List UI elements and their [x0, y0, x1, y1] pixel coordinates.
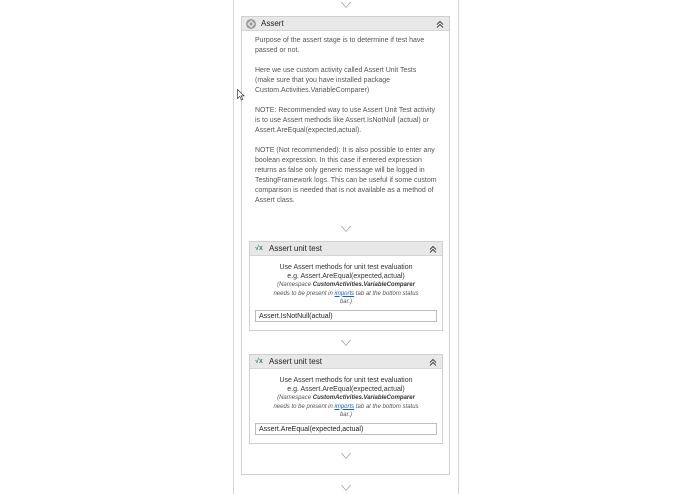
assert-unit-test-card-2[interactable] [249, 354, 443, 444]
ns-end: bar.) [339, 299, 353, 305]
flow-arrow [341, 453, 351, 459]
ns-end: bar.) [339, 412, 353, 418]
flow-arrow-bottom [341, 485, 351, 491]
ns-prefix: (Namespace [277, 282, 313, 288]
unit-test-icon: √x [255, 245, 263, 252]
expression-input-2[interactable]: Assert.AreEqual(expected,actual) [255, 423, 437, 435]
unit-test-line1: Use Assert methods for unit test evaluation [279, 377, 413, 384]
unit-test-title-1: Assert unit test [269, 244, 322, 253]
assert-paragraph-1: Purpose of the assert stage is to determine if test have passed or not. [255, 37, 425, 54]
assert-title: Assert [261, 19, 284, 28]
assert-header[interactable] [242, 17, 449, 31]
expression-input-1[interactable]: Assert.IsNotNull(actual) [255, 310, 437, 322]
imports-link[interactable]: imports [334, 403, 355, 410]
unit-test-line2: e.g. Assert.AreEqual(expected,actual) [287, 273, 405, 280]
ns-name: CustomActivities.VariableComparer [312, 282, 415, 288]
unit-test-icon: √x [255, 358, 263, 365]
flow-arrow [341, 226, 351, 232]
collapse-assert-button[interactable] [435, 19, 445, 29]
unit-test-description-2 [250, 376, 442, 420]
collapse-unit-test-1-button[interactable] [428, 244, 438, 254]
ns-suffix: tab at the bottom status [354, 403, 419, 410]
double-chevron-up-icon [436, 20, 444, 28]
assert-paragraph-2: Here we use custom activity called Assert Unit Tests (make sure that you have installed package Custom.Activities.VariableComparer) [255, 67, 417, 94]
unit-test-header-2[interactable] [250, 355, 442, 369]
unit-test-header-1[interactable] [250, 242, 442, 256]
unit-test-line2: e.g. Assert.AreEqual(expected,actual) [287, 386, 405, 393]
ns-suffix: tab at the bottom status [354, 290, 419, 297]
unit-test-line1: Use Assert methods for unit test evaluation [279, 264, 413, 271]
unit-test-title-2: Assert unit test [269, 357, 322, 366]
flow-arrow-top [341, 2, 351, 8]
namespace-note [250, 394, 442, 420]
imports-link[interactable]: imports [334, 290, 355, 297]
unit-test-description-1 [250, 263, 442, 307]
flow-arrow [341, 340, 351, 346]
ns-mid: needs to be present in [273, 403, 335, 410]
double-chevron-up-icon [429, 245, 437, 253]
mouse-cursor-icon [237, 89, 245, 101]
collapse-unit-test-2-button[interactable] [428, 357, 438, 367]
assert-paragraph-4: NOTE (Not recommended): It is also possible to enter any boolean expression. In this case if entered expression returns as false only generic message will be logged in TestingFramework logs. This can be useful if some custom comparison is needed that is not available as a method of Assert class. [255, 147, 437, 204]
namespace-note [250, 281, 442, 307]
assert-paragraph-3: NOTE: Recommended way to use Assert Unit Test activity is to use Assert methods like Assert.IsNotNull (actual) or Assert.AreEqual(expected,actual). [255, 107, 435, 134]
double-chevron-up-icon [429, 358, 437, 366]
ns-mid: needs to be present in [273, 290, 335, 297]
assert-unit-test-card-1[interactable] [249, 241, 443, 331]
assert-sequence-icon [246, 19, 256, 29]
ns-name: CustomActivities.VariableComparer [312, 395, 415, 401]
ns-prefix: (Namespace [277, 395, 313, 401]
